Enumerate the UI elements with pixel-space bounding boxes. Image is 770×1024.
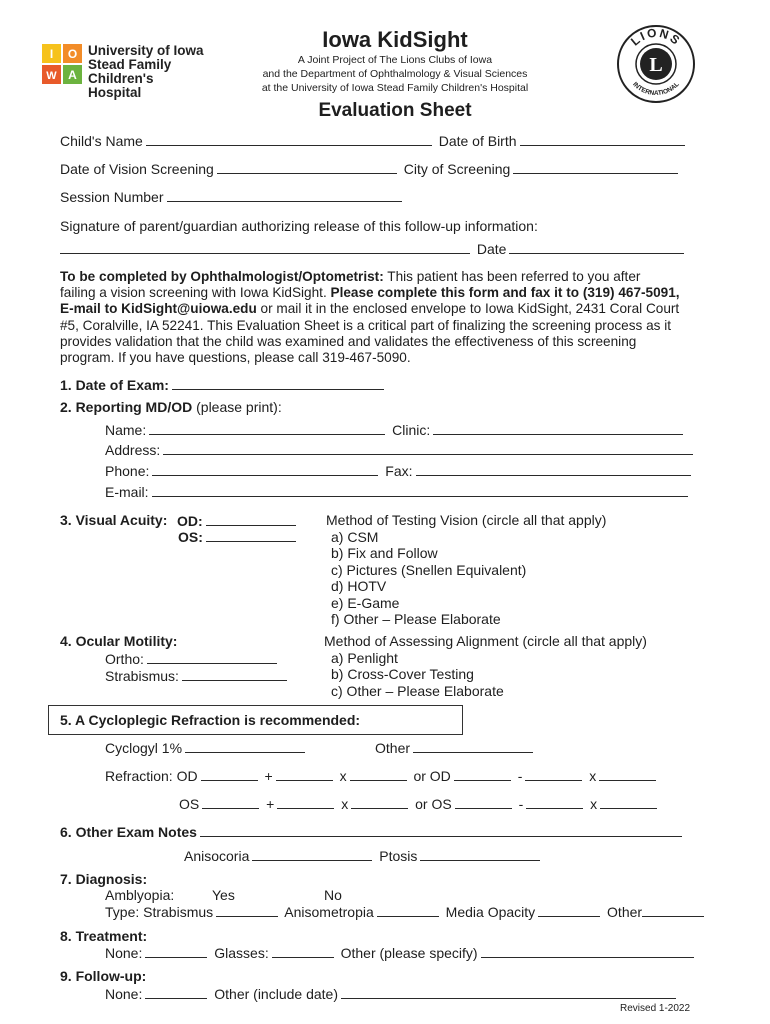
hospital-logo	[42, 43, 207, 100]
logo-letter-i: I	[49, 47, 54, 61]
signature-label: Signature of parent/guardian authorizing release of this follow-up information:	[60, 218, 538, 234]
dob-label: Date of Birth	[438, 133, 517, 149]
refraction-os-row: OS + x or OS - x	[179, 795, 660, 812]
city-screening-field[interactable]	[513, 160, 678, 174]
address-row: Address:	[105, 441, 696, 458]
vision-option-fix-follow[interactable]: b) Fix and Follow	[331, 545, 438, 561]
signature-field[interactable]	[60, 240, 470, 254]
subtitle: A Joint Project of The Lions Clubs of Iowa and the Department of Ophthalmology & Visual Sciences at the University of Iowa Stead Family Children's Hospital	[261, 54, 529, 94]
od-cyl-plus-field[interactable]	[276, 767, 333, 781]
child-name-row	[60, 132, 688, 149]
section-9-label: 9. Follow-up:	[60, 968, 147, 984]
address-field[interactable]	[163, 441, 693, 455]
os-row: OS:	[178, 528, 299, 545]
os-sphere-field[interactable]	[202, 795, 259, 809]
vision-option-other[interactable]: f) Other – Please Elaborate	[331, 611, 501, 627]
glasses-field[interactable]	[272, 944, 334, 958]
logo-letter-a: A	[68, 68, 77, 82]
vision-option-csm[interactable]: a) CSM	[331, 528, 379, 545]
alignment-option-penlight[interactable]: a) Penlight	[331, 649, 398, 666]
logo-letter-o: O	[67, 47, 78, 61]
treatment-none-field[interactable]	[145, 944, 207, 958]
vision-option-hotv[interactable]: d) HOTV	[331, 578, 387, 594]
aniso-ptosis-row: Anisocoria Ptosis	[184, 847, 543, 864]
amblyopia-yes[interactable]: Yes	[212, 887, 235, 903]
session-field[interactable]	[167, 188, 402, 202]
date-of-exam-field[interactable]	[172, 376, 384, 390]
os-axis-minus-field[interactable]	[600, 795, 657, 809]
os-cyl-plus-field[interactable]	[277, 795, 334, 809]
lions-top-text: LIONS	[628, 25, 684, 49]
signature-date-field[interactable]	[509, 240, 684, 254]
anisometropia-field[interactable]	[377, 903, 439, 917]
section-1: 1. Date of Exam:	[60, 376, 387, 393]
date-screening-field[interactable]	[217, 160, 397, 174]
strabismus-field[interactable]	[182, 667, 287, 681]
strabismus-type-field[interactable]	[216, 903, 278, 917]
alignment-option-cross-cover[interactable]: b) Cross-Cover Testing	[331, 666, 474, 682]
od-sphere-field[interactable]	[201, 767, 258, 781]
os-sphere-minus-field[interactable]	[455, 795, 512, 809]
section-7: 7. Diagnosis:	[60, 871, 148, 887]
cyclo-other-field[interactable]	[413, 739, 533, 753]
instructions: To be completed by Ophthalmologist/Optometrist: This patient has been referred to you after failing a vision screening with Iowa KidSight. Please complete this form and fax it to (319) 467-5091, E-mail to KidSight@uiowa.edu or mail it in the enclosed envelope to Iowa KidSight, 2431 Coral Court #5, Coralville, IA 52241. This Evaluation Sheet is a critical part of finalizing the screening process as it provides validation that the child was examined and validates the effectiveness of this screening program. If you have questions, please call 319-467-5090.	[60, 269, 680, 366]
cyclo-other-row: Other	[375, 739, 536, 756]
phone-field[interactable]	[152, 462, 378, 476]
lions-bottom-text: INTERNATIONAL	[631, 80, 681, 98]
iowa-blocks-logo	[42, 44, 82, 84]
md-name-row: Name: Clinic:	[105, 421, 686, 438]
logo-letter-w: W	[46, 70, 57, 82]
revised-date: Revised 1-2022	[620, 1003, 691, 1014]
vision-method	[326, 512, 606, 628]
os-axis-plus-field[interactable]	[351, 795, 408, 809]
date-screening-label: Date of Vision Screening	[60, 161, 214, 177]
followup-row: None: Other (include date)	[105, 985, 679, 1002]
followup-other-field[interactable]	[341, 985, 676, 999]
email-row: E-mail:	[105, 483, 691, 500]
od-row: OD:	[177, 512, 299, 529]
vision-option-egame[interactable]: e) E-Game	[331, 594, 400, 611]
os-cyl-minus-field[interactable]	[526, 795, 583, 809]
session-label: Session Number	[60, 189, 164, 205]
cyclogyl-field[interactable]	[185, 739, 305, 753]
exam-notes-field[interactable]	[200, 823, 682, 837]
od-axis-minus-field[interactable]	[599, 767, 656, 781]
section-4: 4. Ocular Motility: Ortho: Strabismus:	[60, 633, 290, 685]
alignment-method	[324, 633, 647, 699]
signature-date-label: Date	[476, 241, 507, 257]
session-row	[60, 188, 405, 205]
followup-none-field[interactable]	[145, 985, 207, 999]
amblyopia-no[interactable]: No	[324, 887, 342, 903]
od-axis-plus-field[interactable]	[350, 767, 407, 781]
signature-row	[60, 240, 687, 257]
form-title: Evaluation Sheet	[318, 100, 472, 121]
media-opacity-field[interactable]	[538, 903, 600, 917]
svg-text:LIONS	[628, 26, 684, 49]
vision-method-title: Method of Testing Vision (circle all that apply)	[326, 512, 607, 528]
treatment-other-field[interactable]	[481, 944, 694, 958]
anisocoria-field[interactable]	[252, 847, 372, 861]
email-link[interactable]: E-mail to KidSight@uiowa.edu	[60, 301, 257, 317]
screening-row	[60, 160, 681, 177]
section-8-label: 8. Treatment:	[60, 928, 148, 944]
od-sphere-minus-field[interactable]	[454, 767, 511, 781]
refraction-od-row: Refraction: OD + x or OD - x	[105, 767, 659, 784]
section-3-label: 3. Visual Acuity:	[60, 512, 168, 528]
od-field[interactable]	[206, 512, 296, 526]
alignment-option-other[interactable]: c) Other – Please Elaborate	[331, 682, 504, 699]
email-field[interactable]	[152, 483, 688, 497]
hospital-name: University of Iowa Stead Family Children's Hospital	[88, 43, 204, 100]
cyclogyl-row: Cyclogyl 1%	[105, 739, 308, 756]
clinic-field[interactable]	[433, 421, 683, 435]
child-name-label: Child's Name	[60, 133, 143, 149]
child-name-field[interactable]	[146, 132, 432, 146]
fax-field[interactable]	[416, 462, 691, 476]
alignment-method-title: Method of Assessing Alignment (circle all that apply)	[324, 633, 647, 649]
lions-international-logo	[616, 24, 696, 104]
section-5-label: 5. A Cycloplegic Refraction is recommended:	[60, 712, 361, 728]
lions-letter: L	[649, 54, 663, 76]
section-6: 6. Other Exam Notes	[60, 823, 685, 840]
phone-row: Phone: Fax:	[105, 462, 694, 479]
dob-field[interactable]	[520, 132, 685, 146]
treatment-row: None: Glasses: Other (please specify)	[105, 944, 697, 961]
od-cyl-minus-field[interactable]	[525, 767, 582, 781]
os-field[interactable]	[206, 528, 296, 542]
section-2: 2. Reporting MD/OD (please print):	[60, 399, 282, 415]
md-name-field[interactable]	[149, 421, 385, 435]
amblyopia-label: Amblyopia:	[105, 887, 175, 903]
ptosis-field[interactable]	[420, 847, 540, 861]
other-diagnosis-field[interactable]	[642, 903, 704, 917]
page-title: Iowa KidSight	[322, 27, 468, 52]
ortho-field[interactable]	[147, 650, 277, 664]
type-row: Type: Strabismus Anisometropia Media Opacity Other	[105, 903, 707, 920]
vision-option-pictures[interactable]: c) Pictures (Snellen Equivalent)	[331, 561, 527, 578]
city-screening-label: City of Screening	[403, 161, 511, 177]
